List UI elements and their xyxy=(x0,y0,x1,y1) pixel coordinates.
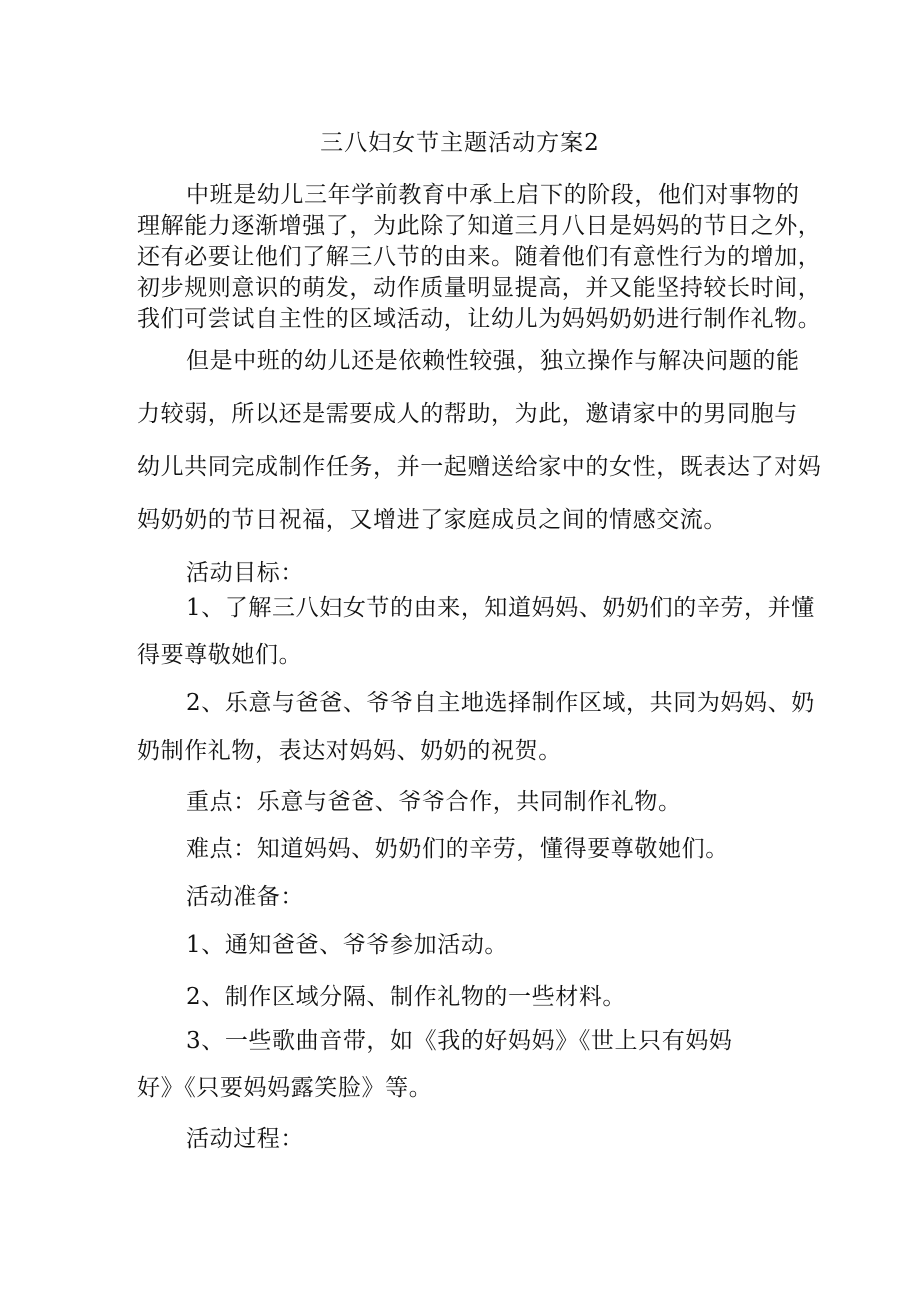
goals-heading: 活动目标： xyxy=(186,560,304,586)
paragraph-1-line-3: 还有必要让他们了解三八节的由来。随着他们有意性行为的增加， xyxy=(137,244,822,270)
goal-1-line-1: 1、了解三八妇女节的由来，知道妈妈、奶奶们的辛劳，并懂 xyxy=(186,595,815,621)
goal-2-line-1: 2、乐意与爸爸、爷爷自主地选择制作区域，共同为妈妈、奶 xyxy=(186,690,815,716)
document-title: 三八妇女节主题活动方案2 xyxy=(320,130,600,156)
paragraph-1-line-2: 理解能力逐渐增强了，为此除了知道三月八日是妈妈的节日之外， xyxy=(137,213,822,239)
prep-item-1: 1、通知爸爸、爷爷参加活动。 xyxy=(186,932,509,958)
prep-item-3-line-2: 好》《只要妈妈露笑脸》等。 xyxy=(137,1075,433,1101)
paragraph-1-line-5: 我们可尝试自主性的区域活动，让幼儿为妈妈奶奶进行制作礼物。 xyxy=(137,306,822,332)
difficulty: 难点：知道妈妈、奶奶们的辛劳，懂得要尊敬她们。 xyxy=(186,836,729,862)
goal-2-line-2: 奶制作礼物，表达对妈妈、奶奶的祝贺。 xyxy=(137,738,562,764)
paragraph-1-line-4: 初步规则意识的萌发，动作质量明显提高，并又能坚持较长时间， xyxy=(137,275,822,301)
prep-item-2: 2、制作区域分隔、制作礼物的一些材料。 xyxy=(186,984,627,1010)
paragraph-2-line-1: 但是中班的幼儿还是依赖性较强，独立操作与解决问题的能 xyxy=(186,348,800,374)
goal-1-line-2: 得要尊敬她们。 xyxy=(137,642,303,668)
prep-item-3-line-1: 3、一些歌曲音带，如《我的好妈妈》《世上只有妈妈 xyxy=(186,1028,733,1054)
prep-heading: 活动准备： xyxy=(186,884,304,910)
paragraph-2-line-2: 力较弱，所以还是需要成人的帮助，为此，邀请家中的男同胞与 xyxy=(137,401,798,427)
paragraph-2-line-3: 幼儿共同完成制作任务，并一起赠送给家中的女性，既表达了对妈 xyxy=(137,454,822,480)
process-heading: 活动过程： xyxy=(186,1126,304,1152)
paragraph-2-line-4: 妈奶奶的节日祝福，又增进了家庭成员之间的情感交流。 xyxy=(137,507,727,533)
paragraph-1-line-1: 中班是幼儿三年学前教育中承上启下的阶段，他们对事物的 xyxy=(186,182,800,208)
key-point: 重点：乐意与爸爸、爷爷合作，共同制作礼物。 xyxy=(186,789,682,815)
